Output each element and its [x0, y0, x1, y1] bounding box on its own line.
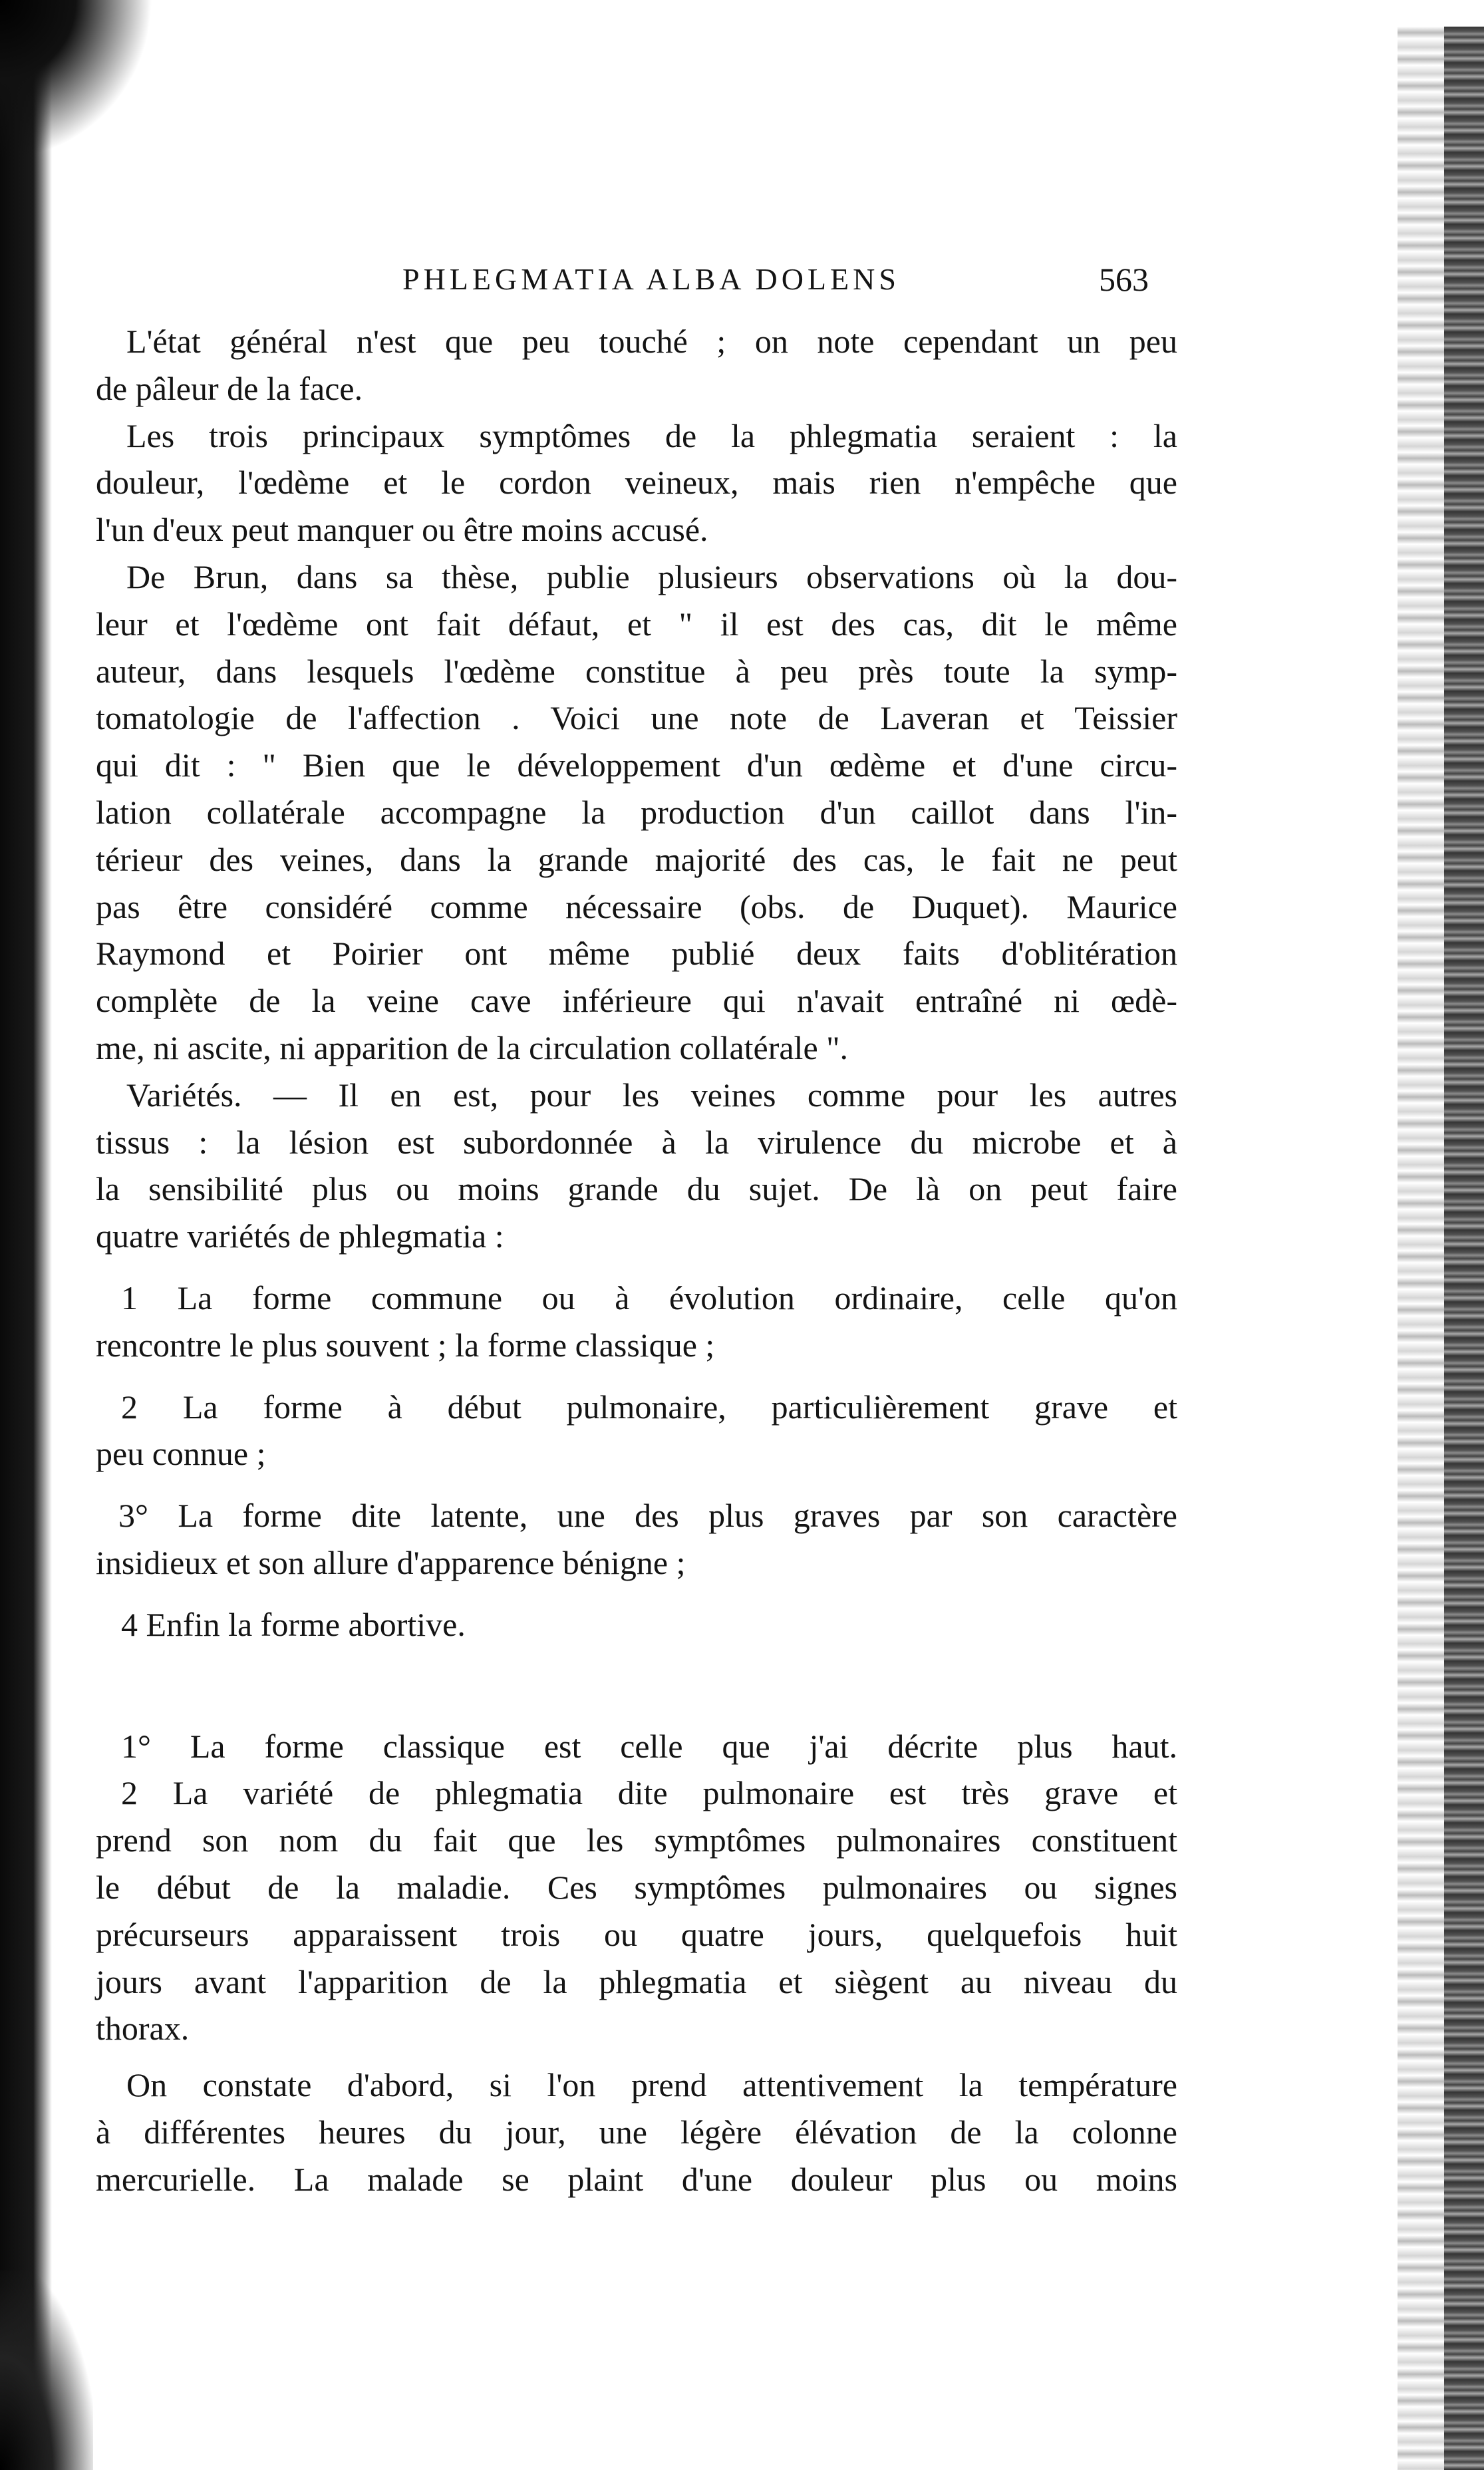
- text-line: le début de la maladie. Ces symptômes pulmonaires ou signes: [96, 1868, 1177, 1906]
- text-line: Raymond et Poirier ont même publié deux faits d'oblitération: [96, 935, 1177, 973]
- text-line: jours avant l'apparition de la phlegmatia et siègent au niveau du: [96, 1962, 1177, 2000]
- scan-edge-right-shading: [1398, 27, 1444, 2470]
- text-line: Variétés. — Il en est, pour les veines comme pour les autres: [126, 1076, 1177, 1114]
- text-line: auteur, dans lesquels l'œdème constitue à peu près toute la symp-: [96, 652, 1177, 690]
- page-number: 563: [1099, 261, 1149, 298]
- text-line: peu connue ;: [96, 1435, 266, 1473]
- list-item: 3° La forme dite latente, une des plus graves par son caractère: [118, 1497, 1177, 1535]
- text-line: me, ni ascite, ni apparition de la circulation collatérale ".: [96, 1028, 849, 1066]
- text-line: lation collatérale accompagne la production d'un caillot dans l'in-: [96, 793, 1177, 831]
- scan-edge-shadow-top: [0, 0, 153, 160]
- running-header: [0, 253, 1484, 306]
- text-line: tissus : la lésion est subordonnée à la virulence du microbe et à: [96, 1123, 1177, 1161]
- text-line: douleur, l'œdème et le cordon veineux, mais rien n'empêche que: [96, 464, 1177, 502]
- text-line: quatre variétés de phlegmatia :: [96, 1217, 504, 1255]
- text-line: complète de la veine cave inférieure qui n'avait entraîné ni œdè-: [96, 982, 1177, 1020]
- running-title: PHLEGMATIA ALBA DOLENS: [402, 262, 900, 296]
- text-line: thorax.: [96, 2010, 190, 2048]
- text-line: rencontre le plus souvent ; la forme classique ;: [96, 1326, 715, 1364]
- text-line: de pâleur de la face.: [96, 369, 363, 407]
- text-line: à différentes heures du jour, une légère élévation de la colonne: [96, 2113, 1177, 2151]
- text-line: 1° La forme classique est celle que j'ai décrite plus haut.: [121, 1727, 1177, 1765]
- list-item: 1 La forme commune ou à évolution ordinaire, celle qu'on: [121, 1279, 1177, 1316]
- text-line: l'un d'eux peut manquer ou être moins accusé.: [96, 511, 708, 549]
- body-text: [96, 318, 1177, 2203]
- text-line: Les trois principaux symptômes de la phlegmatia seraient : la: [126, 416, 1177, 454]
- text-line: 2 La variété de phlegmatia dite pulmonaire est très grave et: [121, 1774, 1177, 1812]
- text-line: térieur des veines, dans la grande majorité des cas, le fait ne peut: [96, 840, 1177, 878]
- scan-edge-left: [0, 0, 52, 2470]
- text-line: qui dit : " Bien que le développement d'un œdème et d'une circu-: [96, 746, 1177, 784]
- text-line: L'état général n'est que peu touché ; on note cependant un peu: [126, 323, 1177, 360]
- text-line: leur et l'œdème ont fait défaut, et " il est des cas, dit le même: [96, 605, 1177, 643]
- scan-edge-right: [1444, 27, 1484, 2470]
- text-line: pas être considéré comme nécessaire (obs. de Duquet). Maurice: [96, 887, 1177, 925]
- text-line: précurseurs apparaissent trois ou quatre jours, quelquefois huit: [96, 1915, 1177, 1953]
- text-line: tomatologie de l'affection . Voici une note de Laveran et Teissier: [96, 699, 1177, 737]
- text-line: prend son nom du fait que les symptômes pulmonaires constituent: [96, 1821, 1177, 1859]
- text-line: De Brun, dans sa thèse, publie plusieurs observations où la dou-: [126, 557, 1177, 595]
- text-line: mercurielle. La malade se plaint d'une douleur plus ou moins: [96, 2160, 1177, 2198]
- list-item: 2 La forme à début pulmonaire, particulièrement grave et: [121, 1388, 1177, 1426]
- text-line: la sensibilité plus ou moins grande du sujet. De là on peut faire: [96, 1170, 1177, 1208]
- text-line: insidieux et son allure d'apparence bénigne ;: [96, 1543, 686, 1581]
- list-item: 4 Enfin la forme abortive.: [121, 1605, 466, 1643]
- scan-edge-shadow-bottom: [0, 2270, 93, 2470]
- text-line: On constate d'abord, si l'on prend attentivement la température: [126, 2066, 1177, 2104]
